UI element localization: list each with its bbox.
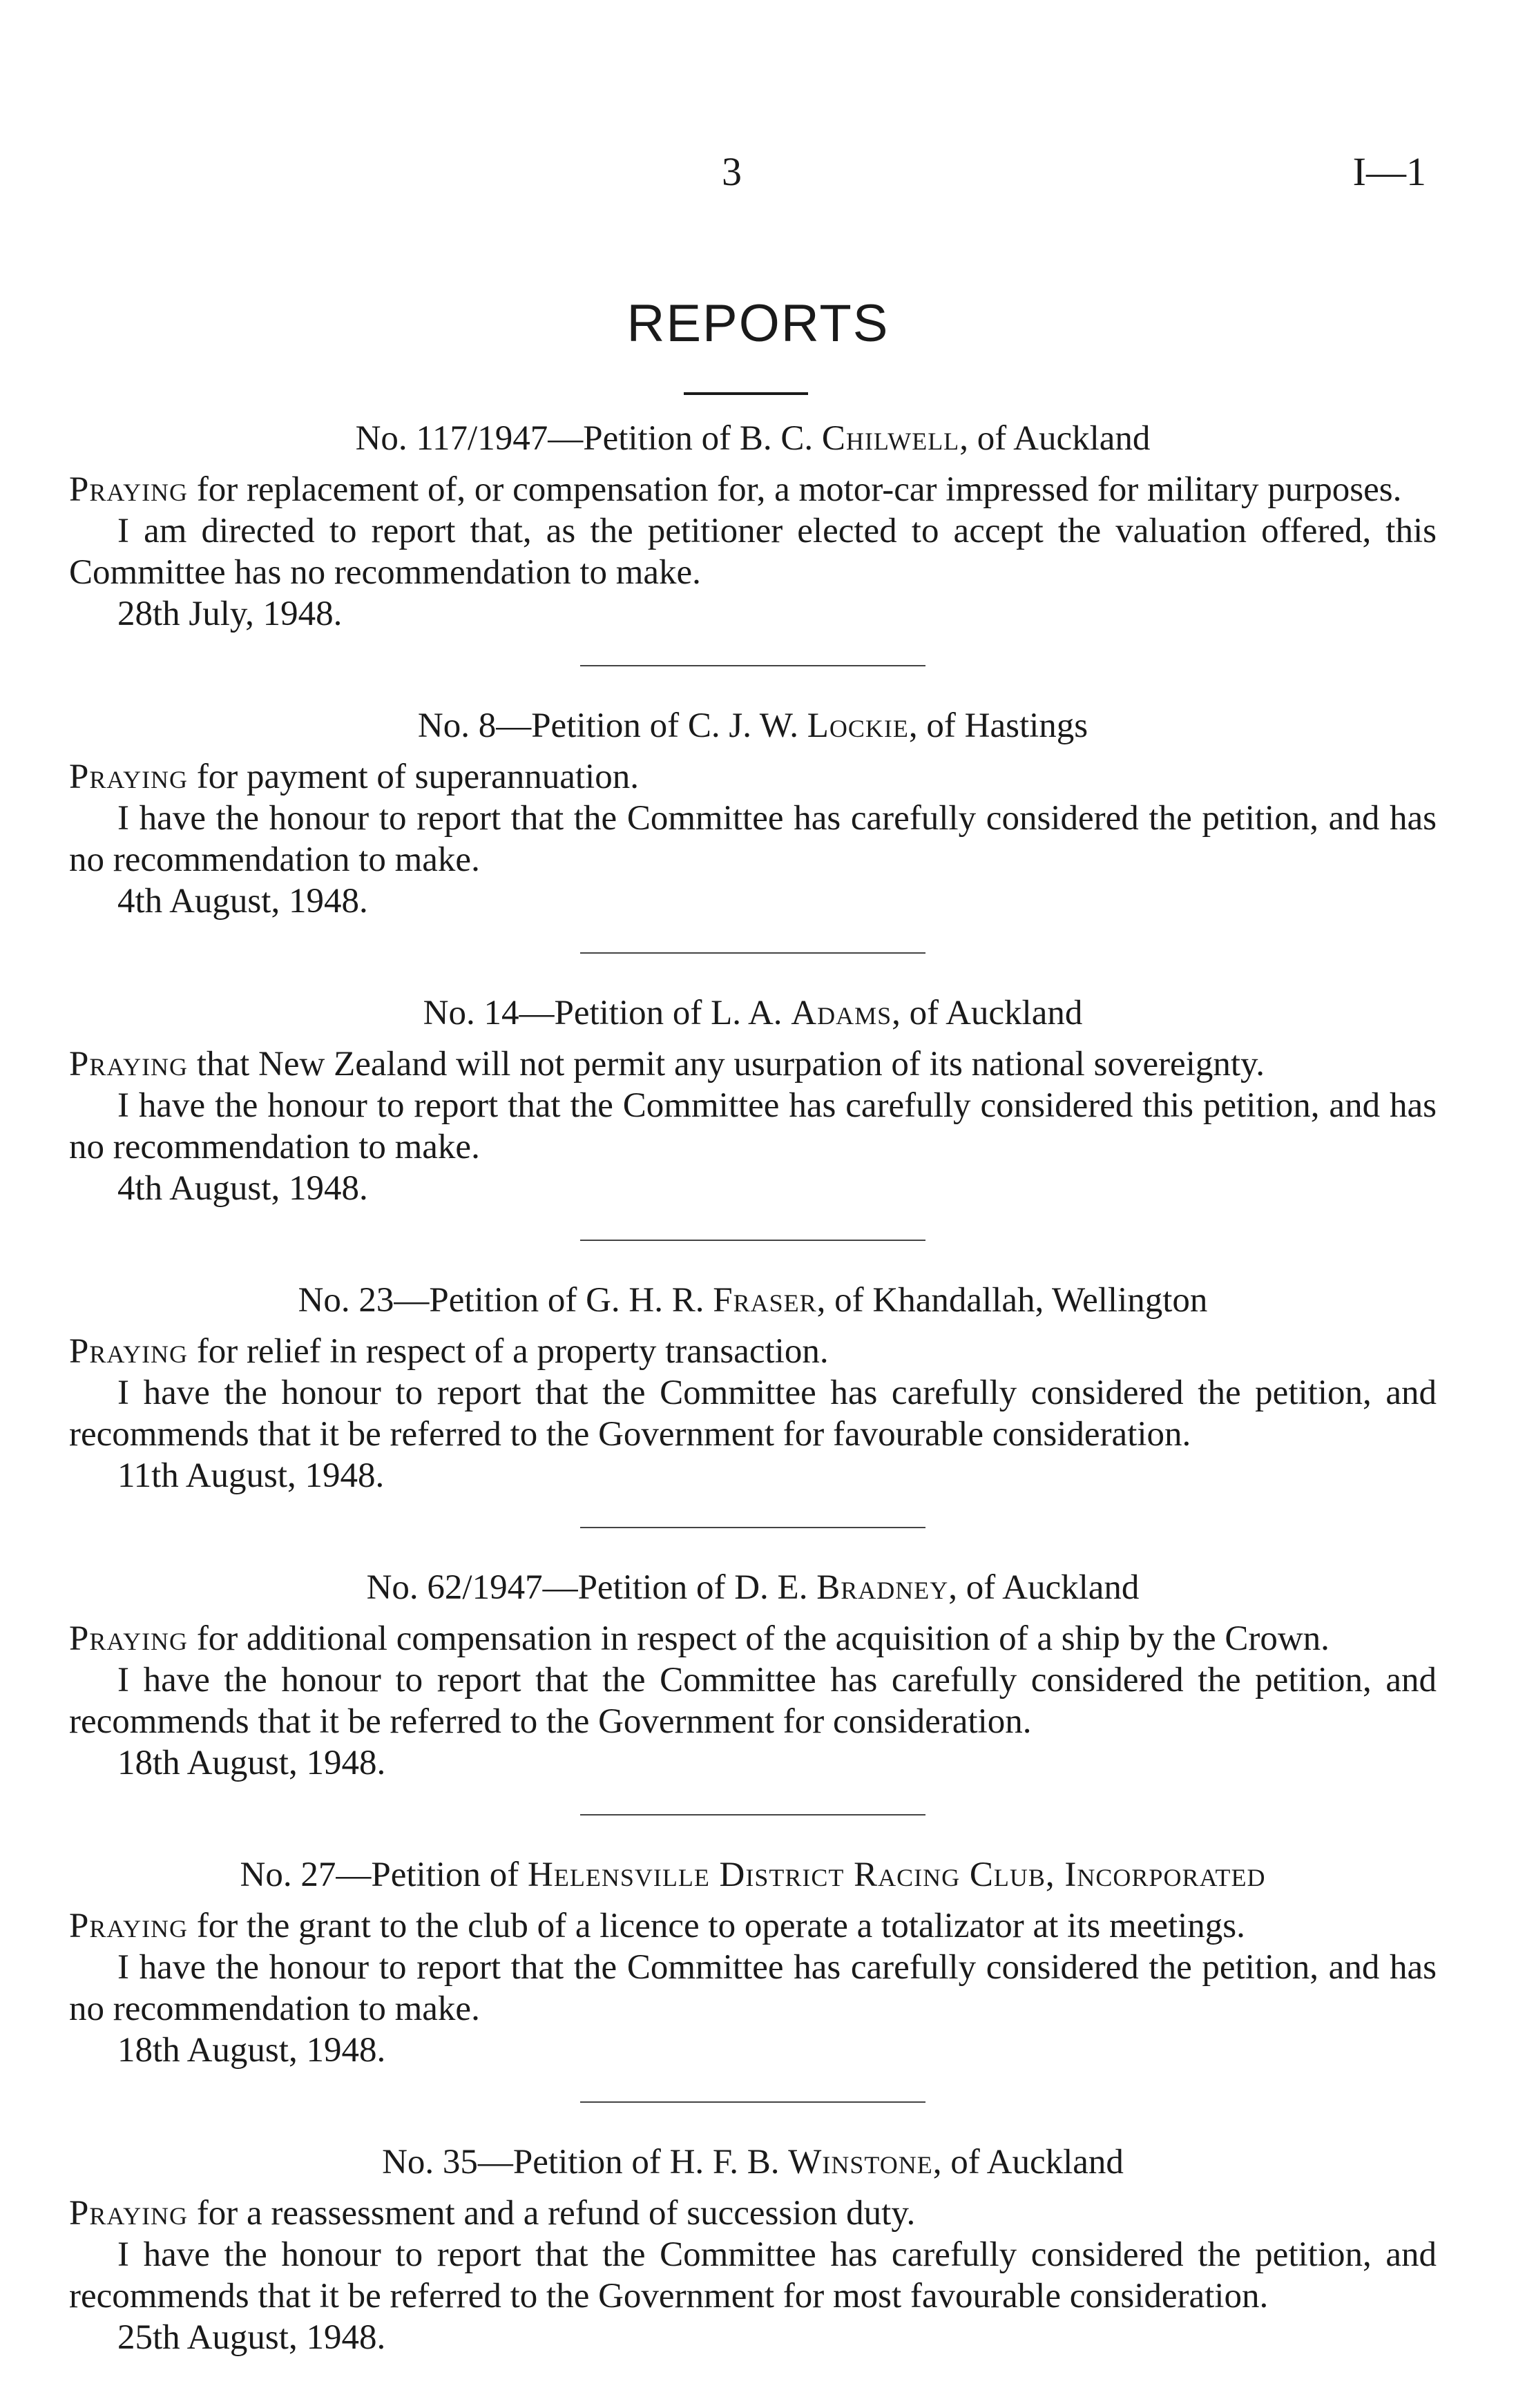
report-finding: I have the honour to report that the Committee has carefully considered the petition, and recommends that it be referred to the Government for consideration.	[69, 1661, 1437, 1741]
report-heading: No. 117/1947—Petition of B. C. Chilwell, of Auckland	[355, 419, 1151, 458]
page-header	[0, 148, 1516, 204]
praying-label: Praying	[69, 758, 189, 796]
petitioner-name: Helensville District Racing Club, Incorporated	[528, 1856, 1266, 1894]
report-praying: Praying for the grant to the club of a licence to operate a totalizator at its meetings.	[69, 1907, 1245, 1945]
report-date: 25th August, 1948.	[117, 2318, 386, 2357]
report-divider	[580, 1527, 925, 1528]
report-finding: I have the honour to report that the Committee has carefully considered the petition, and recommends that it be referred to the Government for most favourable consideration.	[69, 2235, 1437, 2315]
report-date: 11th August, 1948.	[117, 1456, 385, 1495]
report-entry	[69, 1280, 1437, 1496]
report-heading: No. 27—Petition of Helensville District Racing Club, Incorporated	[240, 1856, 1266, 1894]
petitioner-name: Adams	[791, 994, 892, 1032]
report-divider	[580, 665, 925, 666]
report-praying: Praying for relief in respect of a property transaction.	[69, 1332, 829, 1371]
report-heading: No. 8—Petition of C. J. W. Lockie, of Hastings	[417, 706, 1088, 745]
report-praying: Praying for additional compensation in respect of the acquisition of a ship by the Crown.	[69, 1619, 1330, 1658]
report-heading: No. 62/1947—Petition of D. E. Bradney, of Auckland	[366, 1568, 1140, 1607]
report-entry	[69, 2141, 1437, 2358]
praying-label: Praying	[69, 2194, 189, 2233]
petitioner-name: Bradney	[816, 1568, 949, 1607]
praying-label: Praying	[69, 1332, 189, 1371]
report-date: 28th July, 1948.	[117, 595, 343, 633]
report-heading: No. 35—Petition of H. F. B. Winstone, of Auckland	[382, 2143, 1124, 2181]
page-title: REPORTS	[626, 294, 890, 353]
petitioner-name: Winstone	[788, 2143, 933, 2181]
report-finding: I have the honour to report that the Committee has carefully considered the petition, and has no recommendation to make.	[69, 799, 1437, 879]
report-heading: No. 23—Petition of G. H. R. Fraser, of Khandallah, Wellington	[298, 1281, 1208, 1320]
report-praying: Praying for replacement of, or compensation for, a motor-car impressed for military purposes.	[69, 470, 1402, 509]
report-divider	[580, 1240, 925, 1241]
title-rule	[684, 392, 808, 395]
report-finding: I have the honour to report that the Committee has carefully considered this petition, and has no recommendation to make.	[69, 1086, 1437, 1166]
petitioner-name: Fraser	[713, 1281, 817, 1320]
praying-label: Praying	[69, 1619, 189, 1658]
praying-label: Praying	[69, 470, 189, 509]
report-date: 4th August, 1948.	[117, 1169, 368, 1208]
petitioner-name: Chilwell	[821, 419, 960, 458]
report-entry	[69, 1854, 1437, 2071]
report-heading: No. 14—Petition of L. A. Adams, of Auckland	[423, 994, 1083, 1032]
report-finding: I have the honour to report that the Committee has carefully considered the petition, and recommends that it be referred to the Government for favourable consideration.	[69, 1374, 1437, 1454]
report-praying: Praying for a reassessment and a refund of succession duty.	[69, 2194, 916, 2233]
report-praying: Praying that New Zealand will not permit any usurpation of its national sovereignty.	[69, 1045, 1265, 1083]
report-entry	[69, 1567, 1437, 1784]
praying-label: Praying	[69, 1907, 189, 1945]
reports-list	[69, 418, 1437, 2358]
report-finding: I am directed to report that, as the petitioner elected to accept the valuation offered, this Committee has no recommendation to make.	[69, 512, 1437, 592]
page-number: 3	[722, 149, 742, 194]
report-entry	[69, 418, 1437, 635]
report-divider	[580, 2101, 925, 2103]
report-entry	[69, 992, 1437, 1209]
document-reference: I—1	[1352, 149, 1426, 194]
praying-label: Praying	[69, 1045, 189, 1083]
report-divider	[580, 952, 925, 954]
report-divider	[580, 1814, 925, 1815]
report-date: 18th August, 1948.	[117, 1744, 386, 1782]
report-praying: Praying for payment of superannuation.	[69, 758, 639, 796]
report-entry	[69, 705, 1437, 922]
report-date: 18th August, 1948.	[117, 2031, 386, 2070]
report-date: 4th August, 1948.	[117, 882, 368, 921]
petitioner-name: Lockie	[807, 706, 909, 745]
report-finding: I have the honour to report that the Committee has carefully considered the petition, and has no recommendation to make.	[69, 1948, 1437, 2028]
